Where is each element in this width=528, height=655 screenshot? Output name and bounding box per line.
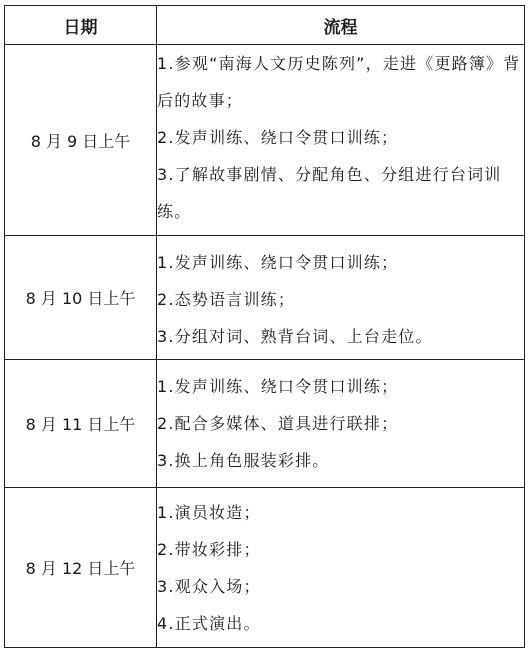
row-date: 8 月 9 日上午 — [5, 45, 157, 236]
row-flow — [157, 360, 525, 488]
flow-item: 3.观众入场； — [157, 577, 261, 596]
flow-column-header: 流程 — [157, 6, 525, 45]
table-row — [5, 45, 525, 236]
date-column-header: 日期 — [5, 6, 157, 45]
row-flow — [157, 45, 525, 236]
row-date: 8 月 12 日上午 — [5, 488, 157, 648]
table-row — [5, 360, 525, 488]
flow-item: 3.换上角色服装彩排。 — [157, 451, 330, 470]
flow-item: 4.正式演出。 — [157, 614, 261, 633]
table-row — [5, 488, 525, 648]
table-row — [5, 236, 525, 360]
row-flow — [157, 236, 525, 360]
row-flow — [157, 488, 525, 648]
flow-item: 2.带妆彩排； — [157, 540, 261, 559]
flow-item: 1.发声训练、绕口令贯口训练； — [157, 377, 399, 396]
flow-item: 1.参观“南海人文历史陈列”，走进《更路簿》背后的故事； — [157, 54, 521, 110]
flow-item: 3.分组对词、熟背台词、上台走位。 — [157, 327, 433, 346]
flow-item: 2.配合多媒体、道具进行联排； — [157, 414, 399, 433]
flow-item: 1.发声训练、绕口令贯口训练； — [157, 253, 399, 272]
flow-item: 2.态势语言训练； — [157, 290, 296, 309]
row-date: 8 月 10 日上午 — [5, 236, 157, 360]
schedule-table — [4, 5, 525, 648]
flow-item: 3.了解故事剧情、分配角色、分组进行台词训练。 — [157, 165, 502, 221]
row-date: 8 月 11 日上午 — [5, 360, 157, 488]
header-row — [5, 6, 525, 45]
flow-item: 2.发声训练、绕口令贯口训练； — [157, 128, 399, 147]
flow-item: 1.演员妆造； — [157, 503, 261, 522]
